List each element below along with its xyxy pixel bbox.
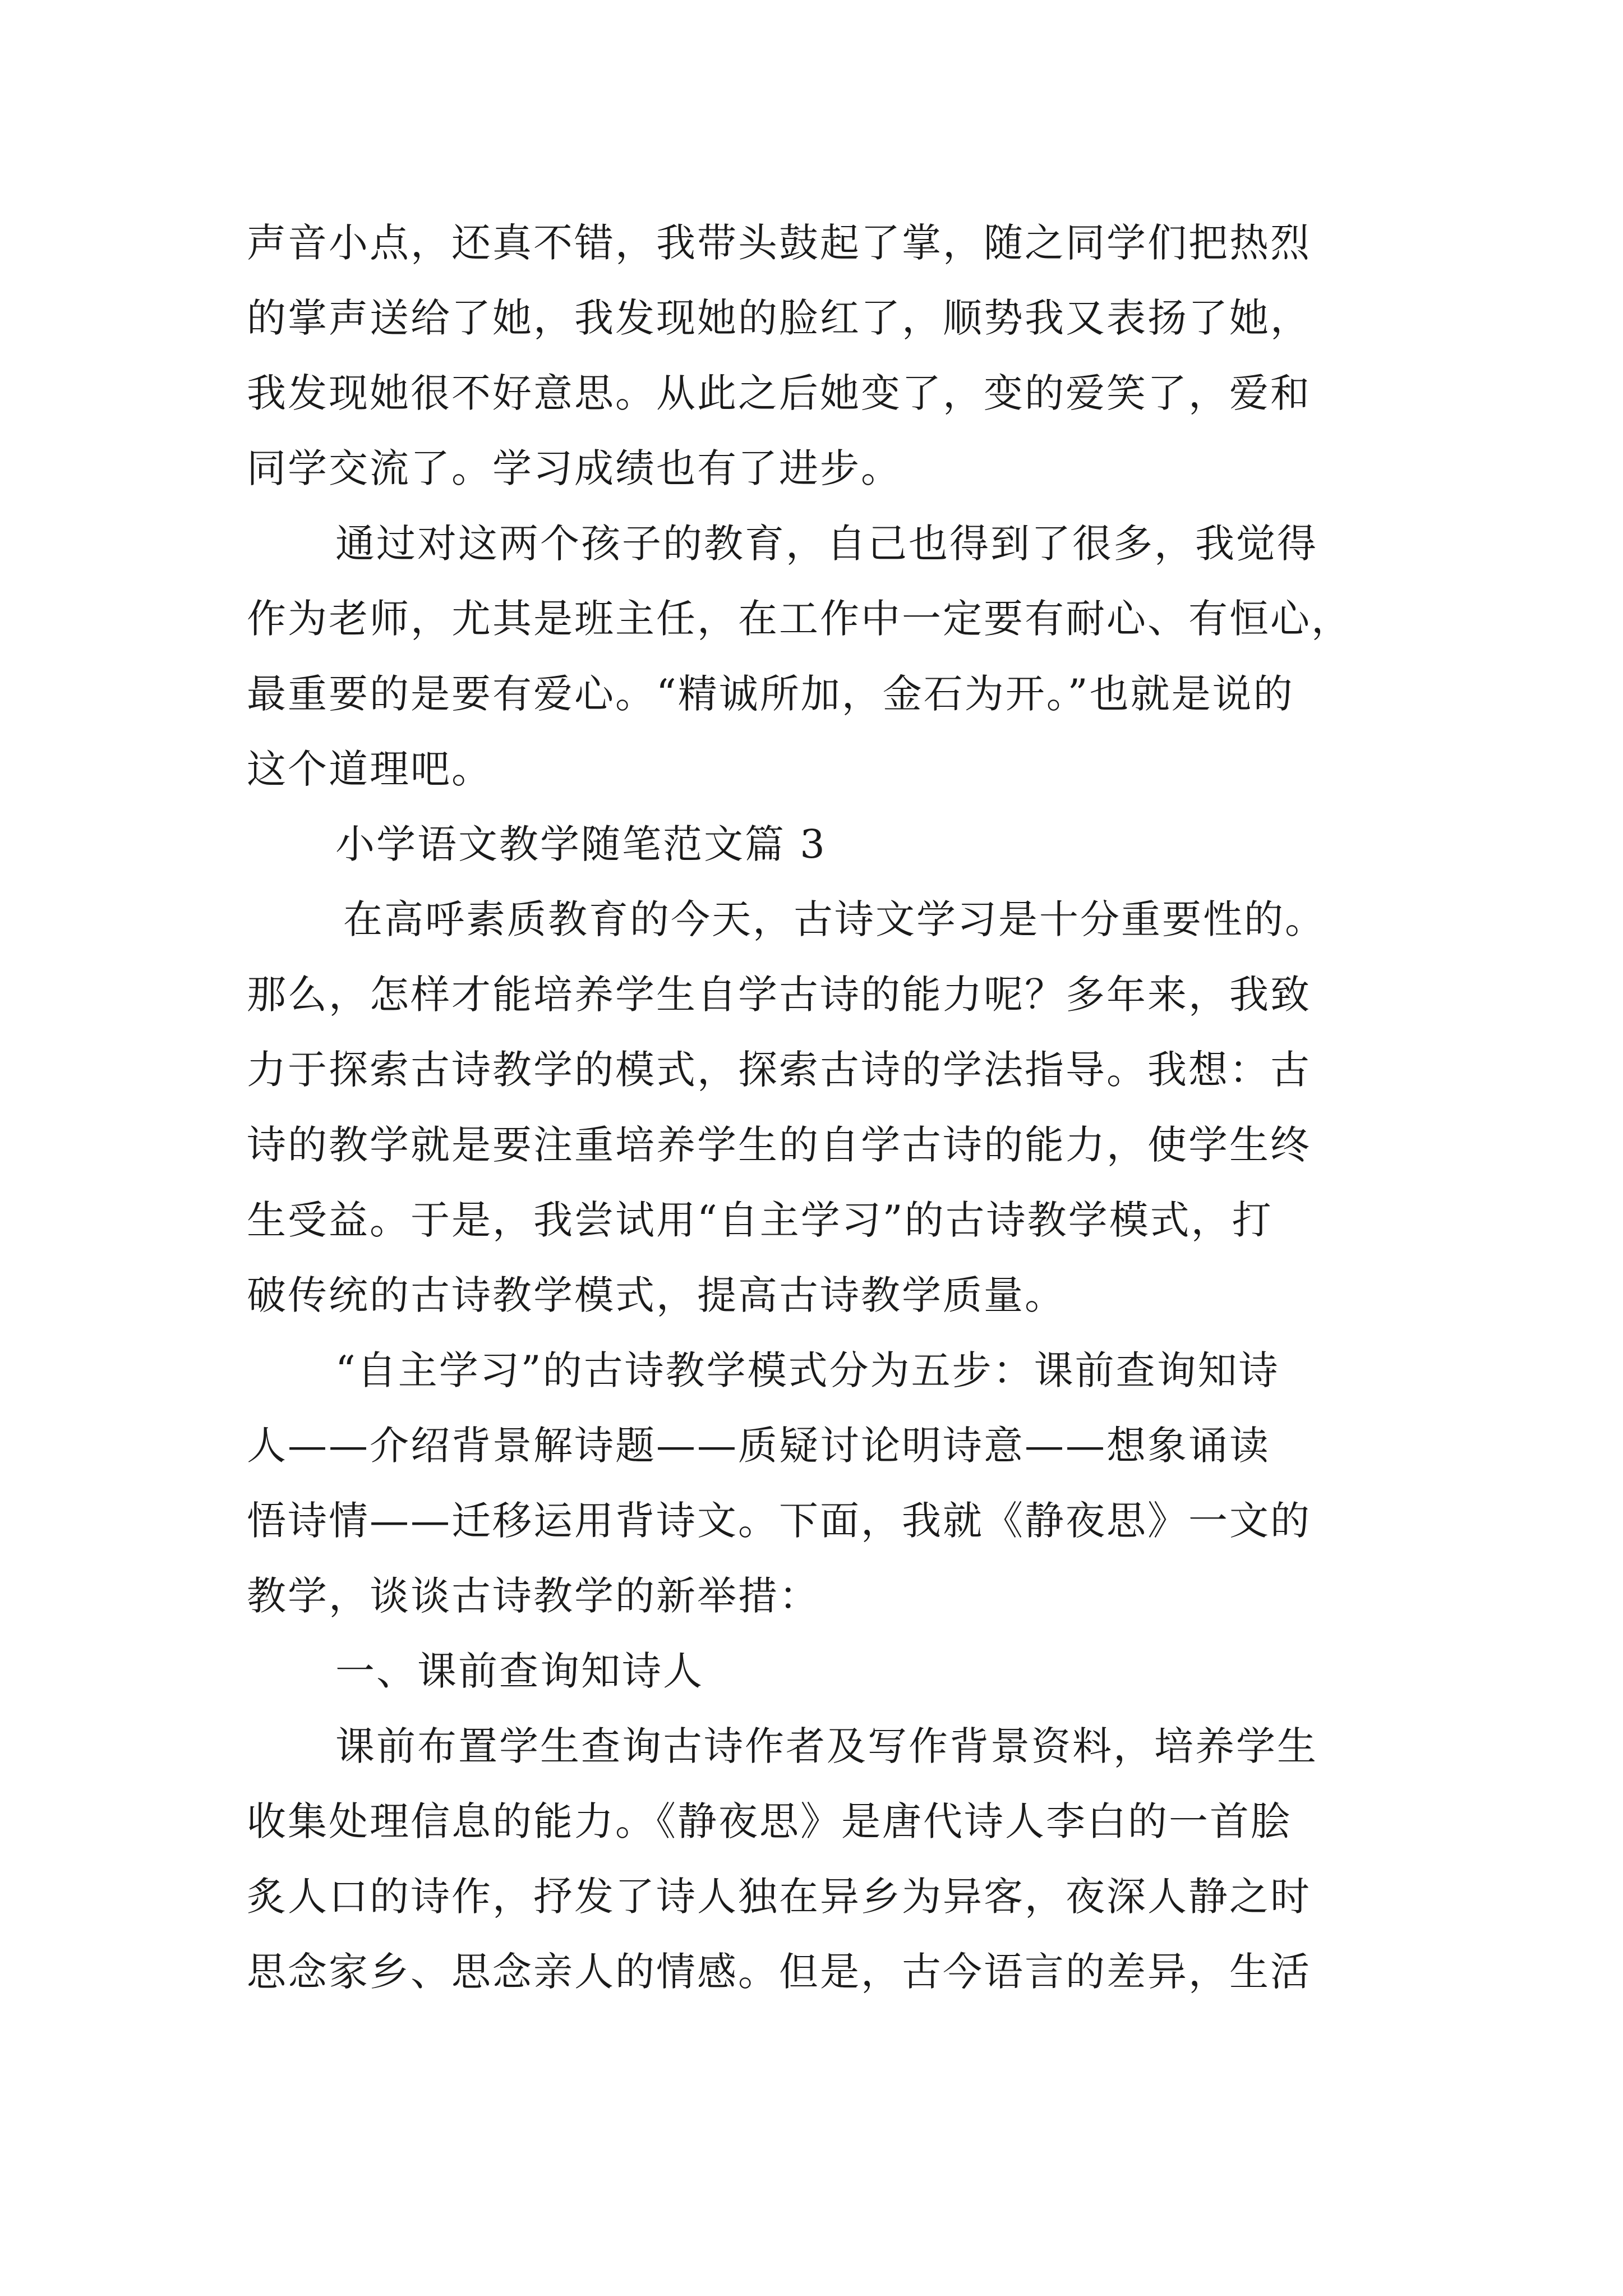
text-line: 收集处理信息的能力。《静夜思》是唐代诗人李白的一首脍: [247, 1798, 1292, 1844]
text-line: 声音小点，还真不错，我带头鼓起了掌，随之同学们把热烈: [247, 220, 1311, 266]
text-line: 同学交流了。学习成绩也有了进步。: [247, 445, 902, 491]
section-heading: 小学语文教学随笔范文篇 3: [335, 821, 827, 867]
text-line: 的掌声送给了她，我发现她的脸红了，顺势我又表扬了她，: [247, 295, 1311, 341]
text-line: 最重要的是要有爱心。“精诚所加，金石为开。”也就是说的: [247, 671, 1294, 717]
text-line: 那么，怎样才能培养学生自学古诗的能力呢？多年来，我致: [247, 972, 1311, 1018]
text-line: 诗的教学就是要注重培养学生的自学古诗的能力，使学生终: [247, 1122, 1311, 1168]
text-line: 悟诗情——迁移运用背诗文。下面，我就《静夜思》一文的: [247, 1498, 1311, 1544]
paragraph-start-line: 课前布置学生查询古诗作者及写作背景资料，培养学生: [335, 1723, 1318, 1769]
paragraph-start-line: 在高呼素质教育的今天，古诗文学习是十分重要性的。: [343, 896, 1326, 942]
text-line: 人——介绍背景解诗题——质疑讨论明诗意——想象诵读: [247, 1423, 1270, 1469]
text-line: 思念家乡、思念亲人的情感。但是，古今语言的差异，生活: [247, 1949, 1311, 1995]
text-line: 教学，谈谈古诗教学的新举措：: [247, 1573, 820, 1619]
text-line: 炙人口的诗作，抒发了诗人独在异乡为异客，夜深人静之时: [247, 1874, 1311, 1920]
paragraph-start-line: “自主学习”的古诗教学模式分为五步：课前查询知诗: [335, 1347, 1280, 1393]
text-line: 我发现她很不好意思。从此之后她变了，变的爱笑了，爱和: [247, 370, 1311, 416]
text-line: 生受益。于是，我尝试用“自主学习”的古诗教学模式，打: [247, 1197, 1273, 1243]
text-line: 破传统的古诗教学模式，提高古诗教学质量。: [247, 1272, 1066, 1318]
text-line: 这个道理吧。: [247, 746, 492, 792]
text-line: 力于探索古诗教学的模式，探索古诗的学法指导。我想：古: [247, 1047, 1311, 1093]
subsection-heading: 一、课前查询知诗人: [335, 1648, 704, 1694]
text-line: 作为老师，尤其是班主任，在工作中一定要有耐心、有恒心，: [247, 596, 1352, 642]
paragraph-start-line: 通过对这两个孩子的教育，自己也得到了很多，我觉得: [335, 521, 1318, 567]
